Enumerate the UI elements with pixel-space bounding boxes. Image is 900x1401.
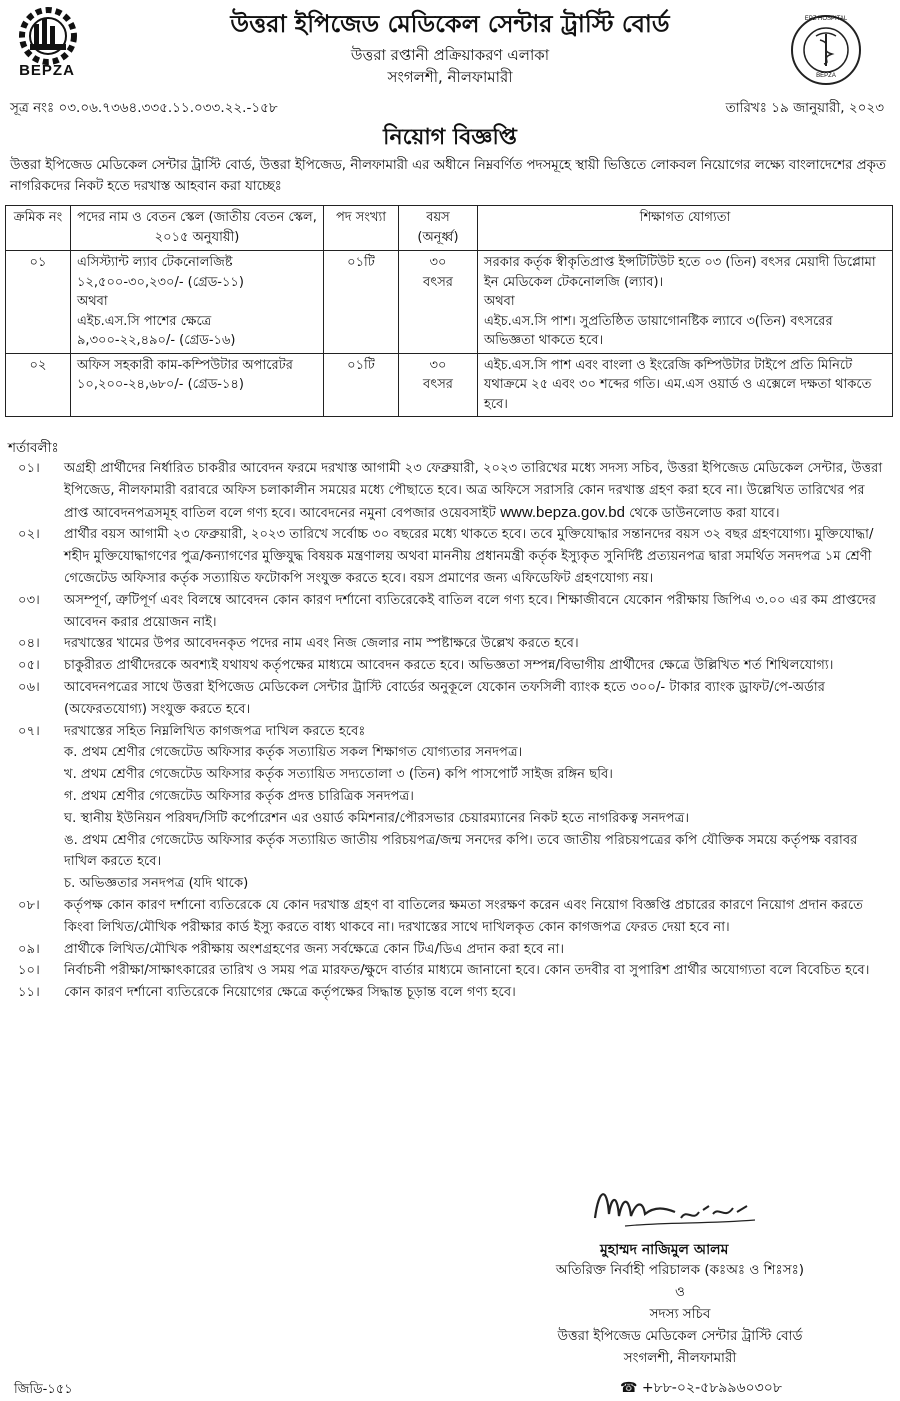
notice-date: তারিখঃ ১৯ জানুয়ারী, ২০২৩ — [725, 100, 884, 116]
row-serial: ০২ — [6, 353, 71, 417]
qualification-line: এইচ.এস.সি পাশ। সুপ্রতিষ্ঠিত ডায়াগোনষ্টিক ল্যাবে ৩(তিন) বৎসরের অভিজ্ঞতা থাকতে হবে। — [484, 313, 833, 348]
row-count: ০১টি — [324, 353, 399, 417]
post-line: অফিস সহকারী কাম-কম্পিউটার অপারেটর — [77, 357, 293, 373]
phone-number — [620, 1376, 782, 1400]
condition-number: ১০। — [18, 963, 40, 979]
qualification-line: সরকার কর্তৃক স্বীকৃতিপ্রাপ্ত ইন্সটিটিউট হতে ০৩ (তিন) বৎসর মেয়াদী ডিপ্লোমা ইন মেডিকেল টেকনোলজি (ল্যাব)। — [484, 255, 876, 290]
notice-title: নিয়োগ বিজ্ঞপ্তি — [383, 125, 517, 150]
bepza-logo-text: BEPZA — [19, 62, 75, 79]
condition-item — [4, 633, 888, 655]
condition-text — [64, 458, 888, 524]
row-age — [399, 251, 478, 354]
condition-text: দরখাস্তের খামের উপর আবেদনকৃত পদের নাম এবং নিজ জেলার নাম স্পষ্টাক্ষরে উল্লেখ করতে হবে। — [64, 636, 579, 652]
row-age — [399, 353, 478, 417]
post-line: এইচ.এস.সি পাশের ক্ষেত্রে — [77, 313, 212, 329]
signatory-organization: উত্তরা ইপিজেড মেডিকেল সেন্টার ট্রাস্টি বোর্ড — [557, 1328, 803, 1344]
intro-paragraph: উত্তরা ইপিজেড মেডিকেল সেন্টার ট্রাস্টি বোর্ড, উত্তরা ইপিজেড, নীলফামারী এর অধীনে নিম্নবর্ণিত পদসমূহে স্থায়ী ভিত্তিতে লোকবল নিয়োগের লক্ষ্যে বাংলাদেশের প্রকৃত নাগরিকদের নিকট হতে দরখাস্ত আহবান করা যাচ্ছেঃ — [10, 158, 886, 194]
condition-item — [4, 590, 888, 634]
post-line: ১০,২০০-২৪,৬৮০/- (গ্রেড-১৪) — [77, 377, 244, 392]
phone-value: +৮৮-০২-৫৮৯৯৬০৩০৮ — [641, 1380, 782, 1396]
age-unit: বৎসর — [423, 274, 453, 290]
header-post: পদের নাম ও বেতন স্কেল (জাতীয় বেতন স্কেল, ২০১৫ অনুযায়ী) — [71, 206, 324, 251]
condition-tail: থেকে ডাউনলোড করা যাবে। — [625, 505, 780, 521]
condition-text: চাকুরীরত প্রার্থীদেরকে অবশ্যই যথাযথ কর্তৃপক্ষের মাধ্যমে আবেদন করতে হবে। অভিজ্ঞতা সম্পন্ন/বিভাগীয় প্রার্থীদের ক্ষেত্রে উল্লিখিত শর্ত শিথিলযোগ্য। — [64, 658, 834, 674]
document-item: ক. প্রথম শ্রেণীর গেজেটেড অফিসার কর্তৃক সত্যায়িত সকল শিক্ষাগত যোগ্যতার সনদপত্র। — [64, 745, 523, 761]
condition-body: অগ্রহী প্রার্থীদের নির্ধারিত চাকরীর আবেদন ফরমে দরখাস্ত আগামী ২৩ ফেব্রুয়ারী, ২০২৩ তারিখের মধ্যে সদস্য সচিব, উত্তরা ইপিজেড মেডিকেল সেন্টার, উত্তরা ইপিজেড, নীলফামারী বরাবরে অফিস চলাকালীন সময়ের মধ্যে পৌছাতে হবে। অত্র অফিসে সরাসরি কোন দরখাস্ত গ্রহণ করা হবে না। উল্লেখিত তারিখের পর প্রাপ্ত আবেদনপত্রসমূহ বাতিল বলে গণ্য হবে। আবেদনের নমুনা বেপজার ওয়েবসাইট — [64, 461, 883, 521]
condition-number: ০৪। — [18, 636, 40, 652]
condition-item — [4, 677, 888, 721]
organization-title: উত্তরা ইপিজেড মেডিকেল সেন্টার ট্রাস্টি বোর্ড — [230, 10, 670, 38]
condition-text: কর্তৃপক্ষ কোন কারণ দর্শানো ব্যতিরেকে যে কোন দরখাস্ত গ্রহণ বা বাতিলের ক্ষমতা সংরক্ষণ করেন এবং নিয়োগ বিজ্ঞপ্তি প্রচারের কারণে নিয়োগ প্রদান করতে কিংবা লিখিত/মৌখিক পরীক্ষার কার্ড ইস্যু করতে বাধ্য থাকবে না। দরখাস্তের সাথে দাখিলকৃত কোন কাগজপত্র ফেরত দেয়া হবে না। — [64, 897, 864, 935]
condition-text: নির্বাচনী পরীক্ষা/সাক্ষাৎকারের তারিখ ও সময় পত্র মারফত/ক্ষুদে বার্তার মাধ্যমে জানানো হবে। কোন তদবীর বা সুপারিশ প্রার্থীর অযোগ্যতা বলে বিবেচিত হবে। — [64, 963, 870, 979]
signatory-and: ও — [675, 1284, 685, 1300]
signatory-name: মুহাম্মদ নাজিমুল আলম — [600, 1242, 729, 1258]
document-item: ঘ. স্থানীয় ইউনিয়ন পরিষদ/সিটি কর্পোরেশন এর ওয়ার্ড কমিশনার/পৌরসভার চেয়ারম্যানের নিকট হতে নাগরিকত্ব সনদপত্র। — [64, 810, 690, 826]
condition-item — [4, 458, 888, 524]
document-item: খ. প্রথম শ্রেণীর গেজেটেড অফিসার কর্তৃক সত্যায়িত সদ্যতোলা ৩ (তিন) কপি পাসপোর্ট সাইজ রঙ্গিন ছবি। — [64, 767, 614, 783]
handwritten-signature-icon — [585, 1178, 775, 1234]
condition-body: দরখাস্তের সহিত নিম্নলিখিত কাগজপত্র দাখিল করতে হবেঃ — [64, 723, 366, 739]
posts-table — [5, 205, 893, 417]
phone-icon: ☎ — [620, 1380, 638, 1396]
qualification-line: অথবা — [484, 294, 515, 309]
conditions-list — [4, 458, 888, 1004]
header-serial: ক্রমিক নং — [6, 206, 71, 251]
seal-bottom-text: BEPZA — [816, 73, 836, 79]
document-item: চ. অভিজ্ঞতার সনদপত্র (যদি থাকে) — [64, 876, 249, 892]
post-line: ১২,৫০০-৩০,২৩০/- (গ্রেড-১১) — [77, 274, 244, 290]
condition-text: অসম্পূর্ণ, ত্রুটিপূর্ণ এবং বিলম্বে আবেদন কোন কারণ দর্শানো ব্যতিরেকেই বাতিল বলে গণ্য হবে। শিক্ষাজীবনে যেকোন পরীক্ষায় জিপিএ ৩.০০ এর কম প্রাপ্তদের আবেদন করার প্রয়োজন নাই। — [64, 592, 876, 630]
age-value: ৩০ — [429, 357, 447, 373]
signatory-role: সদস্য সচিব — [649, 1306, 711, 1322]
condition-number: ০৩। — [18, 592, 40, 608]
condition-item — [4, 982, 888, 1004]
post-line: ৯,৩০০-২২,৪৯০/- (গ্রেড-১৬) — [77, 333, 236, 348]
header-qualification: শিক্ষাগত যোগ্যতা — [478, 206, 893, 251]
condition-item — [4, 721, 888, 895]
condition-item — [4, 655, 888, 677]
condition-item — [4, 939, 888, 961]
footer-code: জিডি-১৫১ — [14, 1382, 73, 1397]
age-unit: বৎসর — [423, 377, 453, 392]
website-link[interactable]: www.bepza.gov.bd — [500, 503, 625, 521]
row-qualification — [478, 251, 893, 354]
table-header-row — [6, 206, 893, 251]
condition-item — [4, 524, 888, 589]
document-item: ঙ. প্রথম শ্রেণীর গেজেটেড অফিসার কর্তৃক সত্যায়িত জাতীয় পরিচয়পত্র/জন্ম সনদের কপি। তবে জাতীয় পরিচয়পত্রের কপি যৌক্তিক সময়ে কর্তৃপক্ষ বরাবর দাখিল করতে হবে। — [64, 832, 858, 870]
condition-text — [64, 721, 888, 895]
header-age: বয়স (অনূর্ধ্ব) — [399, 206, 478, 251]
condition-item — [4, 960, 888, 982]
condition-number: ০৬। — [18, 679, 40, 695]
condition-number: ০৯। — [18, 941, 40, 957]
document-item: গ. প্রথম শ্রেণীর গেজেটেড অফিসার কর্তৃক প্রদত্ত চারিত্রিক সনদপত্র। — [64, 788, 414, 804]
condition-number: ০৮। — [18, 897, 40, 913]
table-row — [6, 353, 893, 417]
condition-text: প্রার্থীকে লিখিত/মৌখিক পরীক্ষায় অংশগ্রহণের জন্য সর্বক্ষেত্রে কোন টিএ/ডিএ প্রদান করা হবে না। — [64, 941, 565, 957]
condition-number: ০৭। — [18, 723, 40, 739]
condition-number: ০২। — [18, 527, 40, 543]
organization-location: সংগলশী, নীলফামারী — [387, 68, 513, 86]
post-line: এসিস্ট্যান্ট ল্যাব টেকনোলজিষ্ট — [77, 255, 233, 270]
post-line: অথবা — [77, 294, 108, 309]
organization-area: উত্তরা রপ্তানী প্রক্রিয়াকরণ এলাকা — [350, 46, 550, 64]
table-row — [6, 251, 893, 354]
age-value: ৩০ — [429, 255, 447, 270]
condition-item — [4, 895, 888, 939]
condition-text: কোন কারণ দর্শানো ব্যতিরেকে নিয়োগের ক্ষেত্রে কর্তৃপক্ষের সিদ্ধান্ত চূড়ান্ত বলে গণ্য হবে। — [64, 985, 516, 1001]
row-post — [71, 251, 324, 354]
reference-number: সূত্র নংঃ ০৩.০৬.৭৩৬৪.৩৩৫.১১.০৩৩.২২.-১৫৮ — [10, 100, 278, 116]
row-serial: ০১ — [6, 251, 71, 354]
seal-top-text: EPZ HOSPITAL — [804, 16, 848, 22]
condition-number: ১১। — [18, 985, 40, 1001]
condition-text: প্রার্থীর বয়স আগামী ২৩ ফেব্রুয়ারী, ২০২৩ তারিখে সর্বোচ্চ ৩০ বছরের মধ্যে থাকতে হবে। তবে মুক্তিযোদ্ধার সন্তানদের বয়স ৩২ বছর গ্রহণযোগ্য। মুক্তিযোদ্ধা/শহীদ মুক্তিযোদ্ধাগণের পুত্র/কন্যাগণের মুক্তিযুদ্ধ বিষয়ক মন্ত্রণালয় অথবা মাননীয় প্রধানমন্ত্রী কর্তৃক ইস্যুকৃত সুনির্দিষ্ট প্রত্যয়নপত্র দ্বারা সমর্থিত সনদপত্র ১ম শ্রেণী গেজেটেড অফিসার কর্তৃক সত্যায়িত ফটোকপি সংযুক্ত করতে হবে। বয়স প্রমাণের জন্য এফিডেফিট গ্রহণযোগ্য নয়। — [64, 527, 874, 586]
row-qualification: এইচ.এস.সি পাশ এবং বাংলা ও ইংরেজি কম্পিউটার টাইপে প্রতি মিনিটে যথাক্রমে ২৫ এবং ৩০ শব্দের গতি। এম.এস ওয়ার্ড ও এক্সেলে দক্ষতা থাকতে হবে। — [478, 353, 893, 417]
row-count: ০১টি — [324, 251, 399, 354]
condition-number: ০১। — [18, 461, 40, 476]
conditions-heading: শর্তাবলীঃ — [8, 440, 59, 456]
signatory-designation: অতিরিক্ত নির্বাহী পরিচালক (কঃঅঃ ও শিঃসঃ) — [555, 1262, 805, 1278]
condition-text: আবেদনপত্রের সাথে উত্তরা ইপিজেড মেডিকেল সেন্টার ট্রাস্টি বোর্ডের অনুকূলে যেকোন তফসিলী ব্যাংক হতে ৩০০/- টাকার ব্যাংক ড্রাফট/পে-অর্ডার (অফেরতযোগ্য) সংযুক্ত করতে হবে। — [64, 679, 825, 717]
signatory-place: সংগলশী, নীলফামারী — [623, 1350, 737, 1366]
row-post — [71, 353, 324, 417]
condition-number: ০৫। — [18, 658, 40, 674]
header-count: পদ সংখ্যা — [324, 206, 399, 251]
